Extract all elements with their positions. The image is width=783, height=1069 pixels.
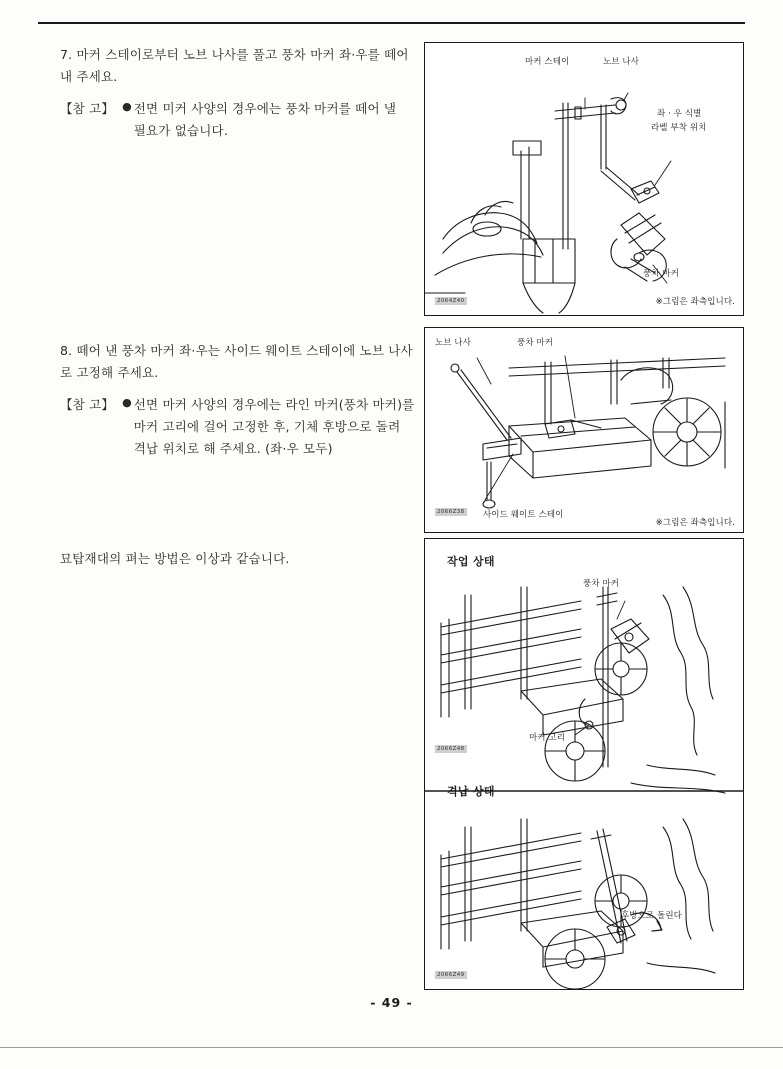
figure-2-label-side-weight-stay: 사이드 웨이트 스테이 [483, 510, 564, 520]
note-text: 전면 미커 사양의 경우에는 풍차 마커를 떼어 낼 필요가 없습니다. [133, 100, 397, 138]
figure-3-label-marker-hook: 마커 고리 [529, 733, 566, 743]
note-label: 【참 고】 [60, 396, 115, 412]
step-7-text: 7. 마커 스테이로부터 노브 나사를 풀고 풍차 마커 좌·우를 떼어 내 주세요. [60, 47, 409, 84]
note-bullet-icon: ● [122, 99, 132, 113]
figure-1-footnote: ※그림은 좌측입니다. [655, 297, 735, 307]
note-bullet-icon: ● [122, 395, 132, 409]
figure-1-illustration [425, 43, 743, 315]
figure-2-footnote: ※그림은 좌측입니다. [655, 518, 735, 528]
figure-3-illustration [425, 539, 743, 989]
figure-1-label-lr-id-position: 라벨 부착 위치 [651, 123, 707, 133]
figure-side-weight-stay [424, 327, 744, 533]
figure-1-code: 2064Z40 [437, 298, 465, 304]
figure-1-label-marker-stay: 마커 스테이 [525, 57, 570, 67]
closing-block [60, 548, 415, 570]
figure-marker-stay [424, 42, 744, 316]
step-7-note [60, 98, 410, 143]
figure-3-code-work: 2066Z48 [437, 746, 465, 752]
figure-3-code-storage: 2066Z49 [437, 972, 465, 978]
page-number: - 49 - [370, 995, 413, 1010]
figure-1-label-lr-id: 좌 · 우 식별 [657, 109, 702, 119]
note-text: 선면 마커 사양의 경우에는 라인 마커(풍차 마커)를 마커 고리에 걸어 고정한 후, 기체 후방으로 돌려 격납 위치로 해 주세요. (좌·우 모두) [133, 396, 415, 457]
note-label: 【참 고】 [60, 100, 115, 116]
figure-1-label-knob-screw: 노브 나사 [603, 57, 640, 67]
figure-2-illustration [425, 328, 743, 532]
step-8-block [60, 340, 415, 461]
figure-3-heading-storage-state: 격납 상태 [447, 785, 495, 798]
figure-3-heading-work-state: 작업 상태 [447, 555, 495, 568]
step-8-note [60, 394, 415, 461]
step-7-block [60, 44, 410, 142]
closing-text: 묘탑재대의 펴는 방법은 이상과 같습니다. [60, 551, 290, 566]
figure-1-label-windmill-marker: 풍차 마커 [643, 269, 680, 279]
header-rule [38, 22, 745, 24]
step-8-text: 8. 떼어 낸 풍차 마커 좌·우는 사이드 웨이트 스테이에 노브 나사로 고정해 주세요. [60, 343, 413, 380]
figure-2-label-knob-screw: 노브 나사 [435, 338, 472, 348]
figure-work-and-storage-states [424, 538, 744, 990]
figure-2-label-windmill-marker: 풍차 마커 [517, 338, 554, 348]
figure-3-label-windmill-marker: 풍차 마커 [583, 579, 620, 589]
footer-rule [0, 1047, 783, 1048]
figure-2-code: 2066Z38 [437, 509, 465, 515]
figure-3-label-rotate-rearward: 후방으로 돌린다 [621, 911, 682, 921]
